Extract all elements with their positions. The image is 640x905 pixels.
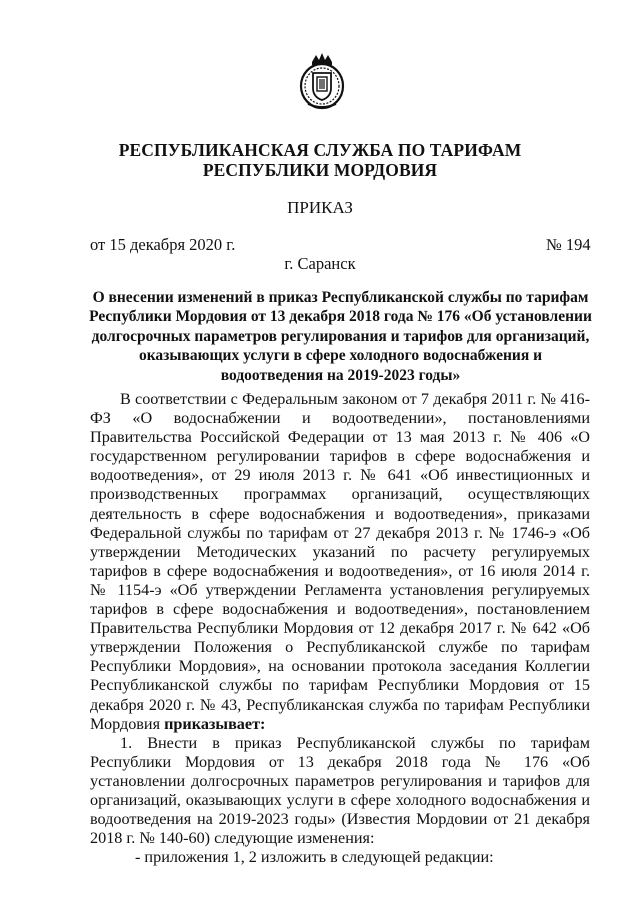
coat-of-arms-emblem-icon [298,52,346,110]
organization-name-line1: РЕСПУБЛИКАНСКАЯ СЛУЖБА ПО ТАРИФАМ [118,140,522,160]
item-1-paragraph: 1. Внести в приказ Республиканской службы по тарифам Республики Мордовия от 13 декабря 2018 года № 176 «Об установлении долгосрочных параметров регулирования и тарифов для организаций, оказывающих услуги в сфере холодного водоснабжения и водоотведения на 2019-2023 годы» (Известия Мордовии от 21 декабря 2018 г. № 140-60) следующие изменения: [90,733,590,848]
order-title: ПРИКАЗ [287,198,353,217]
preamble-paragraph [90,390,590,734]
order-date: от 15 декабря 2020 г. [90,235,236,254]
order-city: г. Саранск [284,254,356,273]
preamble-text: В соответствии с Федеральным законом от 7 декабря 2011 г. № 416-ФЗ «О водоснабжении и водоотведении», постановлениями Правительства Российской Федерации от 13 мая 2013 г. № 406 «О государственном регулировании тарифов в сфере водоснабжения и водоотведения», от 29 июля 2013 г. № 641 «Об инвестиционных и производственных программах организаций, осуществляющих деятельность в сфере водоснабжения и водоотведения», приказами Федеральной службы по тарифам от 27 декабря 2013 г. № 1746-э «Об утверждении Методических указаний по расчету регулируемых тарифов в сфере водоснабжения и водоотведения», от 16 июля 2014 г. № 1154-э «Об утверждении Регламента установления регулируемых тарифов в сфере водоснабжения и водоотведения», постановлением Правительства Республики Мордовия от 12 декабря 2017 г. № 642 «Об утверждении Положения о Республиканской службе по тарифам Республики Мордовия», на основании протокола заседания Коллегии Республиканской службы по тарифам Республики Мордовия от 15 декабря 2020 г. № 43, Республиканская служба по тарифам Республики Мордовия [90,390,590,733]
subitem-paragraph: - приложения 1, 2 изложить в следующей редакции: [135,848,494,867]
order-number: № 194 [546,235,591,254]
order-subject: О внесении изменений в приказ Республиканской службы по тарифам Республики Мордовия от 13 декабря 2018 года № 176 «Об установлении долгосрочных параметров регулирования и тарифов для организаций, оказывающих услуги в сфере холодного водоснабжения и водоотведения на 2019-2023 годы» [89,289,592,384]
decree-word: приказывает: [164,714,266,733]
organization-name-line2: РЕСПУБЛИКИ МОРДОВИЯ [202,160,438,180]
order-body [90,390,590,867]
